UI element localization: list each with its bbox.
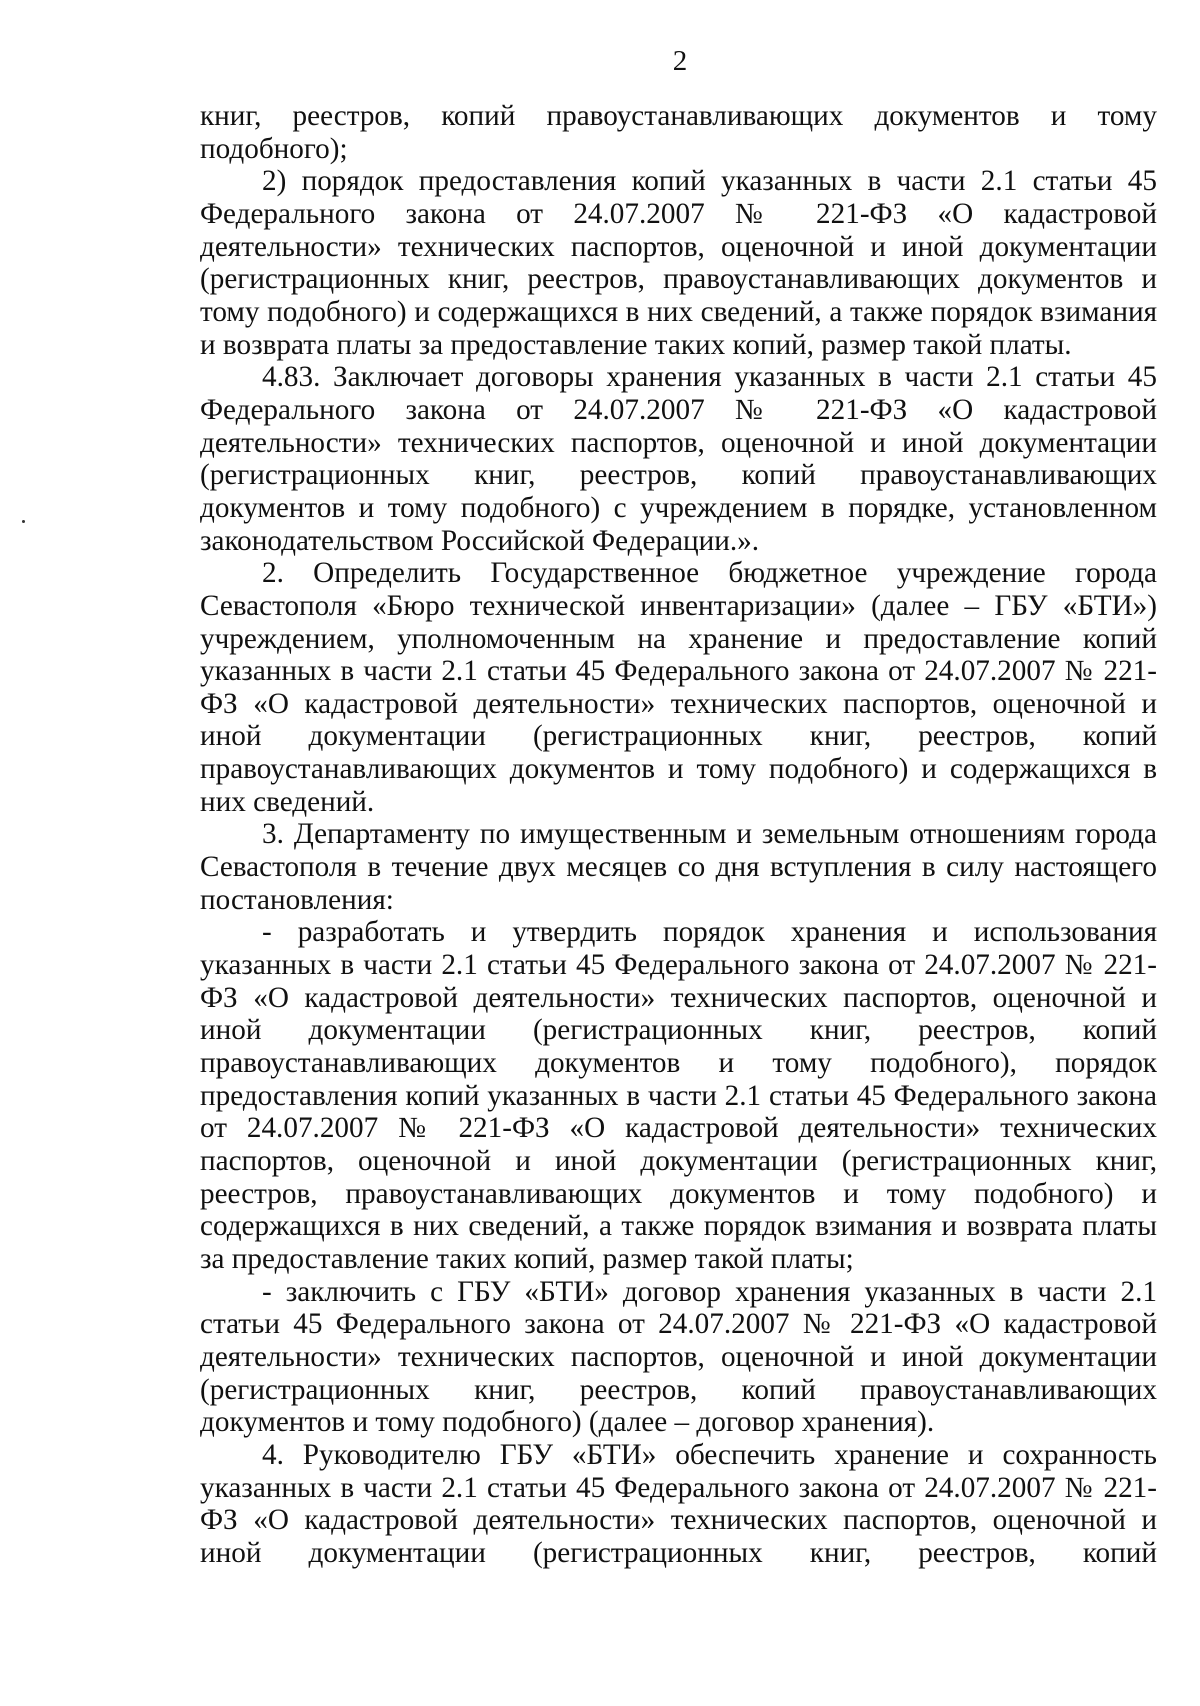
document-body (200, 100, 1157, 1570)
paragraph-point-2: 2. Определить Государственное бюджетное учреждение города Севастополя «Бюро технической инвентаризации» (далее – ГБУ «БТИ») учреждением, уполномоченным на хранение и предоставление копий указанных в части 2.1 статьи 45 Федерального закона от 24.07.2007 № 221-ФЗ «О кадастровой деятельности» технических паспортов, оценочной и иной документации (регистрационных книг, реестров, копий правоустанавливающих документов и тому подобного) и содержащихся в них сведений. (200, 557, 1157, 818)
paragraph-item-2: 2) порядок предоставления копий указанных в части 2.1 статьи 45 Федерального закона от 24.07.2007 № 221-ФЗ «О кадастровой деятельности» технических паспортов, оценочной и иной документации (регистрационных книг, реестров, правоустанавливающих документов и тому подобного) и содержащихся в них сведений, а также порядок взимания и возврата платы за предоставление таких копий, размер такой платы. (200, 165, 1157, 361)
scan-speck (22, 520, 25, 523)
paragraph-point-3-item-develop: - разработать и утвердить порядок хранения и использования указанных в части 2.1 статьи 45 Федерального закона от 24.07.2007 № 221-ФЗ «О кадастровой деятельности» технических паспортов, оценочной и иной документации (регистрационных книг, реестров, копий правоустанавливающих документов и тому подобного), порядок предоставления копий указанных в части 2.1 статьи 45 Федерального закона от 24.07.2007 № 221-ФЗ «О кадастровой деятельности» технических паспортов, оценочной и иной документации (регистрационных книг, реестров, правоустанавливающих документов и тому подобного) и содержащихся в них сведений, а также порядок взимания и возврата платы за предоставление таких копий, размер такой платы; (200, 916, 1157, 1275)
paragraph-4-83: 4.83. Заключает договоры хранения указанных в части 2.1 статьи 45 Федерального закона от 24.07.2007 № 221-ФЗ «О кадастровой деятельности» технических паспортов, оценочной и иной документации (регистрационных книг, реестров, копий правоустанавливающих документов и тому подобного) с учреждением в порядке, установленном законодательством Российской Федерации.». (200, 361, 1157, 557)
paragraph-point-4: 4. Руководителю ГБУ «БТИ» обеспечить хранение и сохранность указанных в части 2.1 статьи 45 Федерального закона от 24.07.2007 № 221-ФЗ «О кадастровой деятельности» технических паспортов, оценочной и иной документации (регистрационных книг, реестров, копий (200, 1438, 1157, 1569)
page-number: 2 (672, 45, 688, 77)
paragraph-point-3: 3. Департаменту по имущественным и земельным отношениям города Севастополя в течение двух месяцев со дня вступления в силу настоящего постановления: (200, 818, 1157, 916)
paragraph-continuation: книг, реестров, копий правоустанавливающих документов и тому подобного); (200, 100, 1157, 165)
paragraph-point-3-item-contract: - заключить с ГБУ «БТИ» договор хранения указанных в части 2.1 статьи 45 Федерального закона от 24.07.2007 № 221-ФЗ «О кадастровой деятельности» технических паспортов, оценочной и иной документации (регистрационных книг, реестров, копий правоустанавливающих документов и тому подобного) (далее – договор хранения). (200, 1275, 1157, 1439)
